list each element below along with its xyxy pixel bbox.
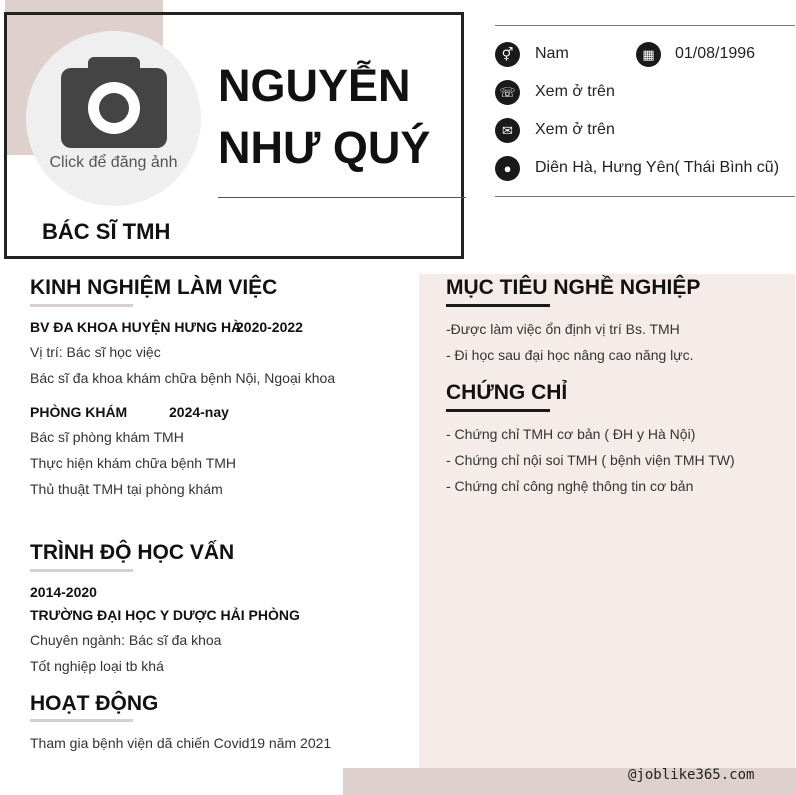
contact-divider-bottom [495, 196, 795, 197]
certificate-line1: - Chứng chỉ TMH cơ bản ( ĐH y Hà Nội) [446, 426, 696, 442]
job2-company: PHÒNG KHÁM [30, 404, 128, 420]
phone-value: Xem ở trên [535, 83, 615, 100]
address-value: Diên Hà, Hưng Yên( Thái Bình cũ) [535, 159, 780, 176]
activities-line1: Tham gia bệnh viện dã chiến Covid19 năm 2021 [30, 735, 332, 751]
education-period: 2014-2020 [30, 584, 97, 600]
job2-line1: Bác sĩ phòng khám TMH [30, 429, 184, 445]
job-title: BÁC SĨ TMH [42, 219, 171, 244]
envelope-icon: ✉ [495, 118, 520, 143]
job2-line2: Thực hiện khám chữa bệnh TMH [30, 455, 237, 471]
camera-icon-lens [99, 93, 129, 123]
candidate-name-line1: NGUYỄN [218, 60, 411, 111]
objective-line2: - Đi học sau đại học nâng cao năng lực. [446, 347, 694, 363]
certificate-line3: - Chứng chỉ công nghệ thông tin cơ bản [446, 478, 694, 494]
job1-period: 2020-2022 [236, 319, 303, 335]
gender-value: Nam [535, 45, 569, 62]
job2-period: 2024-nay [169, 404, 229, 420]
certificates-heading: CHỨNG CHỈ [446, 381, 568, 404]
job1-company: BV ĐA KHOA HUYỆN HƯNG HÀ [30, 319, 242, 335]
birthdate-value: 01/08/1996 [675, 45, 756, 62]
education-school: TRƯỜNG ĐẠI HỌC Y DƯỢC HẢI PHÒNG [30, 607, 300, 623]
job1-line2: Bác sĩ đa khoa khám chữa bệnh Nội, Ngoại khoa [30, 370, 336, 386]
objective-line1: -Được làm việc ổn định vị trí Bs. TMH [446, 321, 680, 337]
avatar-upload-caption[interactable]: Click để đăng ảnh [49, 154, 178, 171]
education-line1: Chuyên ngành: Bác sĩ đa khoa [30, 632, 222, 648]
job2-line3: Thủ thuật TMH tại phòng khám [30, 481, 223, 497]
gender-icon: ⚥ [495, 42, 520, 67]
email-value: Xem ở trên [535, 121, 615, 138]
education-heading: TRÌNH ĐỘ HỌC VẤN [30, 541, 235, 564]
certificate-line2: - Chứng chỉ nội soi TMH ( bệnh viện TMH TW) [446, 452, 735, 468]
name-divider [218, 197, 466, 198]
footer-watermark: @joblike365.com [628, 767, 755, 783]
phone-icon: ☏ [495, 80, 520, 105]
education-heading-underline [30, 569, 133, 572]
objective-heading: MỤC TIÊU NGHỀ NGHIỆP [446, 276, 701, 299]
location-pin-icon: ● [495, 156, 520, 181]
job1-line1: Vị trí: Bác sĩ học việc [30, 344, 161, 360]
candidate-name-line2: NHƯ QUÝ [218, 122, 431, 173]
objective-heading-underline [446, 304, 550, 307]
education-line2: Tốt nghiệp loại tb khá [30, 658, 164, 674]
experience-heading-underline [30, 304, 133, 307]
activities-heading: HOẠT ĐỘNG [30, 692, 159, 715]
certificates-heading-underline [446, 409, 550, 412]
activities-heading-underline [30, 719, 133, 722]
calendar-icon: ▦ [636, 42, 661, 67]
contact-divider-top [495, 25, 795, 26]
experience-heading: KINH NGHIỆM LÀM VIỆC [30, 276, 278, 299]
